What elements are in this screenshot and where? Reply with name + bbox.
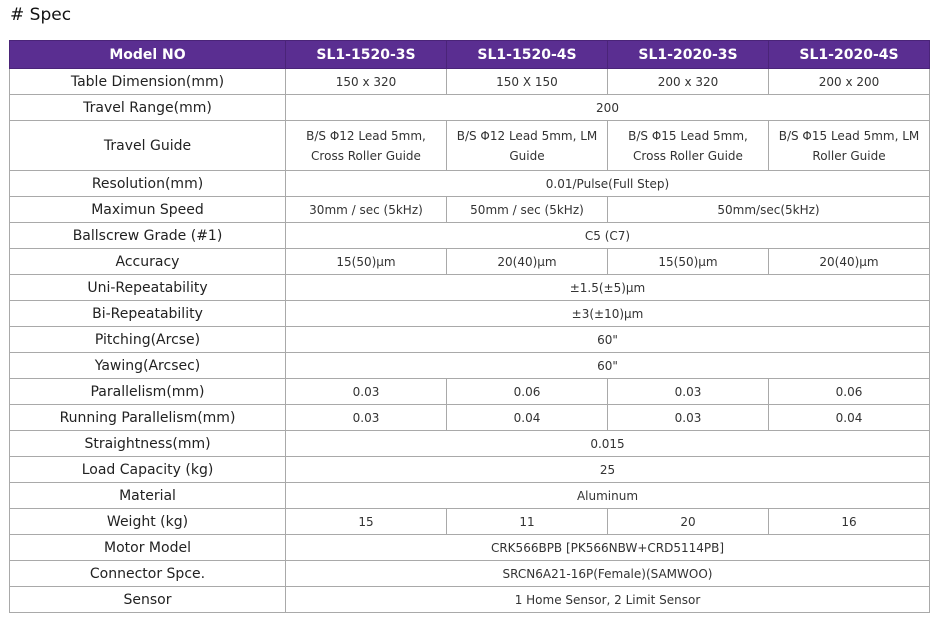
value-cell: 0.015 (286, 431, 930, 457)
value-cell: 1 Home Sensor, 2 Limit Sensor (286, 587, 930, 613)
value-cell: 0.04 (447, 405, 608, 431)
value-cell: C5 (C7) (286, 223, 930, 249)
value-cell: 16 (769, 509, 930, 535)
value-cell: 60" (286, 327, 930, 353)
row-label: Sensor (10, 587, 286, 613)
value-cell: 20(40)μm (447, 249, 608, 275)
value-cell: B/S Φ15 Lead 5mm, Cross Roller Guide (608, 121, 769, 171)
row-label: Running Parallelism(mm) (10, 405, 286, 431)
value-cell: B/S Φ12 Lead 5mm, LM Guide (447, 121, 608, 171)
table-row (10, 379, 930, 405)
value-cell: 30mm / sec (5kHz) (286, 197, 447, 223)
value-cell: 200 (286, 95, 930, 121)
header-row (10, 41, 930, 69)
row-label: Bi-Repeatability (10, 301, 286, 327)
table-row (10, 431, 930, 457)
table-row (10, 457, 930, 483)
value-cell: 20 (608, 509, 769, 535)
row-label: Weight (kg) (10, 509, 286, 535)
table-row (10, 275, 930, 301)
table-row (10, 483, 930, 509)
row-label: Yawing(Arcsec) (10, 353, 286, 379)
value-cell: 15 (286, 509, 447, 535)
value-cell: 11 (447, 509, 608, 535)
header-cell-sl1-2020-3s: SL1-2020-3S (608, 41, 769, 69)
value-cell: 0.01/Pulse(Full Step) (286, 171, 930, 197)
table-row (10, 587, 930, 613)
spec-table-body (10, 69, 930, 613)
header-cell-sl1-1520-4s: SL1-1520-4S (447, 41, 608, 69)
value-cell: 0.03 (286, 379, 447, 405)
table-row (10, 301, 930, 327)
value-cell: 20(40)μm (769, 249, 930, 275)
value-cell: 25 (286, 457, 930, 483)
row-label: Ballscrew Grade (#1) (10, 223, 286, 249)
row-label: Connector Spce. (10, 561, 286, 587)
table-row (10, 561, 930, 587)
table-row (10, 197, 930, 223)
value-cell: 0.06 (769, 379, 930, 405)
value-cell: 150 X 150 (447, 69, 608, 95)
table-row (10, 223, 930, 249)
table-row (10, 405, 930, 431)
value-cell: 0.03 (286, 405, 447, 431)
table-row (10, 509, 930, 535)
row-label: Material (10, 483, 286, 509)
value-cell: 150 x 320 (286, 69, 447, 95)
value-cell: 50mm/sec(5kHz) (608, 197, 930, 223)
row-label: Parallelism(mm) (10, 379, 286, 405)
value-cell: ±3(±10)μm (286, 301, 930, 327)
table-row (10, 535, 930, 561)
value-cell: 60" (286, 353, 930, 379)
value-cell: B/S Φ15 Lead 5mm, LM Roller Guide (769, 121, 930, 171)
value-cell: 200 x 200 (769, 69, 930, 95)
value-cell: 0.03 (608, 379, 769, 405)
header-cell-model-no: Model NO (10, 41, 286, 69)
table-row (10, 353, 930, 379)
value-cell: SRCN6A21-16P(Female)(SAMWOO) (286, 561, 930, 587)
table-row (10, 69, 930, 95)
row-label: Uni-Repeatability (10, 275, 286, 301)
row-label: Pitching(Arcse) (10, 327, 286, 353)
spec-table (9, 40, 930, 613)
row-label: Accuracy (10, 249, 286, 275)
value-cell: 0.04 (769, 405, 930, 431)
value-cell: CRK566BPB [PK566NBW+CRD5114PB] (286, 535, 930, 561)
value-cell: 50mm / sec (5kHz) (447, 197, 608, 223)
value-cell: 200 x 320 (608, 69, 769, 95)
header-cell-sl1-1520-3s: SL1-1520-3S (286, 41, 447, 69)
row-label: Table Dimension(mm) (10, 69, 286, 95)
table-row (10, 95, 930, 121)
row-label: Motor Model (10, 535, 286, 561)
value-cell: B/S Φ12 Lead 5mm, Cross Roller Guide (286, 121, 447, 171)
value-cell: 0.03 (608, 405, 769, 431)
value-cell: 15(50)μm (286, 249, 447, 275)
row-label: Travel Range(mm) (10, 95, 286, 121)
value-cell: 15(50)μm (608, 249, 769, 275)
row-label: Load Capacity (kg) (10, 457, 286, 483)
table-row (10, 327, 930, 353)
table-row (10, 121, 930, 171)
page-title: # Spec (10, 5, 72, 25)
value-cell: Aluminum (286, 483, 930, 509)
row-label: Maximun Speed (10, 197, 286, 223)
row-label: Straightness(mm) (10, 431, 286, 457)
value-cell: 0.06 (447, 379, 608, 405)
row-label: Resolution(mm) (10, 171, 286, 197)
value-cell: ±1.5(±5)μm (286, 275, 930, 301)
table-row (10, 249, 930, 275)
row-label: Travel Guide (10, 121, 286, 171)
table-row (10, 171, 930, 197)
header-cell-sl1-2020-4s: SL1-2020-4S (769, 41, 930, 69)
